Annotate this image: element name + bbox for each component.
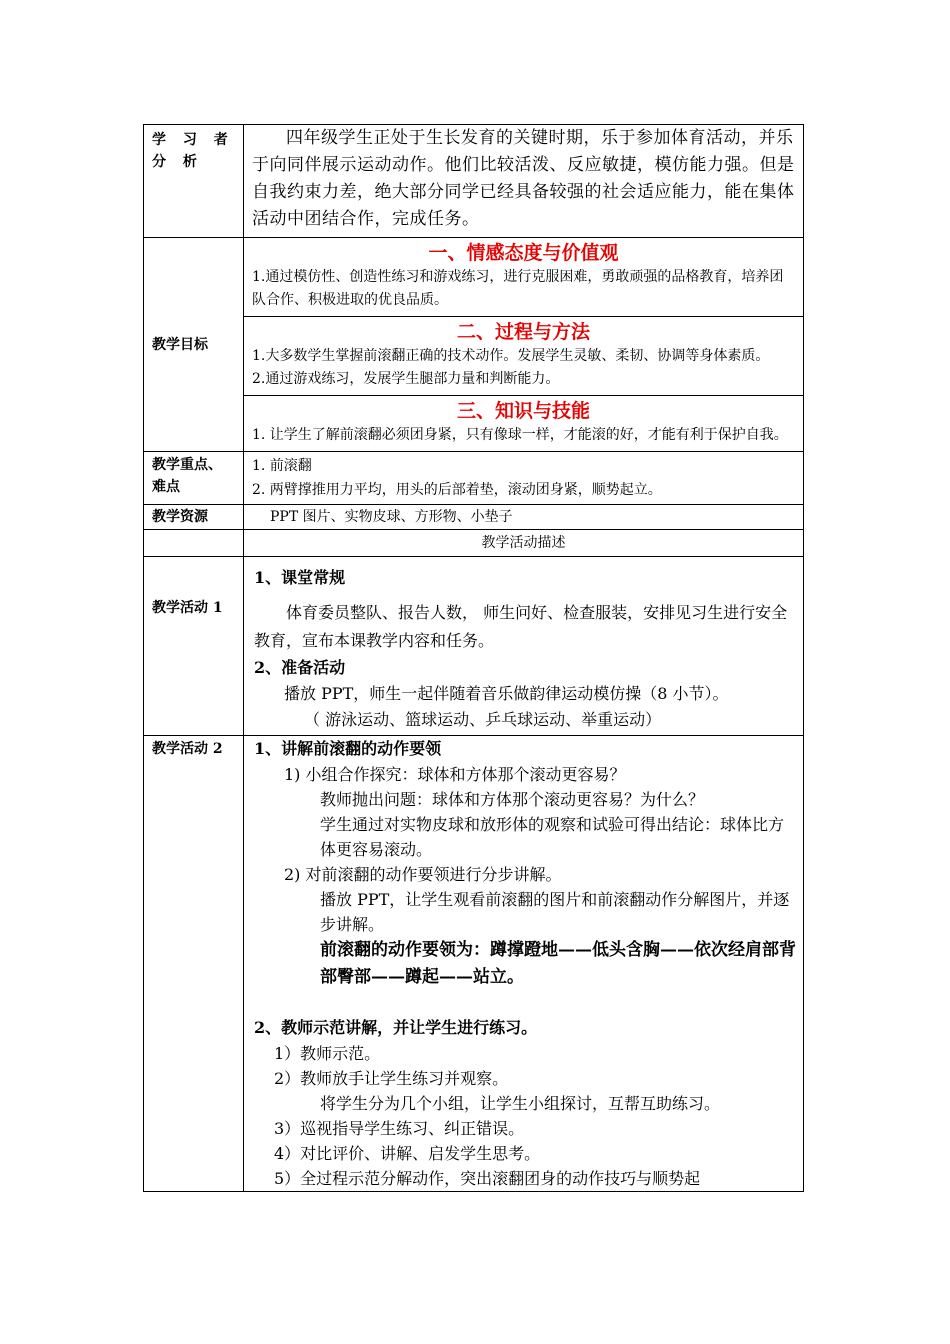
learner-analysis-text: 四年级学生正处于生长发育的关键时期，乐于参加体育活动，并乐于向同伴展示运动动作。他们比较活泼、反应敏捷，模仿能力强。但是自我约束力差，绝大部分同学已经具备较强的社会适应能力，能在集体活动中团结合作，完成任务。: [244, 125, 804, 238]
activity-step: 1）教师示范。: [274, 1044, 381, 1063]
key-point-line: 1. 前滚翻: [252, 458, 312, 474]
resources-text: PPT 图片、实物皮球、方形物、小垫子: [244, 505, 804, 530]
key-points-row: [144, 452, 804, 505]
learner-analysis-row: [144, 125, 804, 238]
activity-step: 2）教师放手让学生练习并观察。: [274, 1069, 509, 1088]
activity-heading: 2、准备活动: [254, 658, 346, 677]
activity-paragraph: 将学生分为几个小组，让学生小组探讨，互帮互助练习。: [320, 1094, 721, 1113]
resources-row: [144, 505, 804, 530]
goal-line: 1.通过模仿性、创造性练习和游戏练习，进行克服困难，勇敢顽强的品格教育，培养团队合作、积极进取的优良品质。: [252, 269, 784, 308]
teaching-goals-content: [244, 238, 804, 452]
activity-2-content: [244, 736, 804, 1192]
activity-paragraph: （ 游泳运动、篮球运动、乒乓球运动、举重运动）: [304, 710, 662, 729]
learner-analysis-label: 学 习 者 分 析: [144, 125, 244, 238]
goal-line: 2.通过游戏练习，发展学生腿部力量和判断能力。: [252, 371, 560, 387]
key-point-line: 2. 两臂撑推用力平均，用头的后部着垫，滚动团身紧，顺势起立。: [252, 482, 662, 498]
activity-paragraph: 学生通过对实物皮球和放形体的观察和试验可得出结论：球体比方体更容易滚动。: [320, 815, 785, 859]
activity-heading: 1、讲解前滚翻的动作要领: [254, 739, 442, 758]
goal-section-2: [244, 316, 803, 395]
goal-section-1: [244, 238, 803, 316]
activity-paragraph: 播放 PPT，让学生观看前滚翻的图片和前滚翻动作分解图片，并逐步讲解。: [320, 890, 790, 934]
activity-1-label: 教学活动 1: [144, 557, 244, 736]
activity-step: 4）对比评价、讲解、启发学生思考。: [274, 1144, 541, 1163]
activity-step: 2) 对前滚翻的动作要领进行分步讲解。: [284, 865, 562, 884]
goal-line: 1. 让学生了解前滚翻必须团身紧，只有像球一样，才能滚的好，才能有利于保护自我。: [252, 427, 788, 443]
activity-header-row: [144, 530, 804, 557]
activity-1-content: [244, 557, 804, 736]
goal-section-title: 一、情感态度与价值观: [428, 242, 619, 264]
lesson-plan-page: [143, 124, 803, 1192]
key-points-content: [244, 452, 804, 505]
activity-paragraph: 体育委员整队、报告人数， 师生问好、检查服装，安排见习生进行安全教育，宣布本课教学内容和任务。: [254, 603, 788, 650]
teaching-goals-label: 教学目标: [144, 238, 244, 452]
goal-line: 1.大多数学生掌握前滚翻正确的技术动作。发展学生灵敏、柔韧、协调等身体素质。: [252, 348, 770, 364]
activity-heading: 2、教师示范讲解，并让学生进行练习。: [254, 1018, 538, 1037]
activity-step: 5）全过程示范分解动作，突出滚翻团身的动作技巧与顺势起: [274, 1169, 701, 1188]
goal-section-title: 二、过程与方法: [456, 321, 590, 343]
activity-2-label: 教学活动 2: [144, 736, 244, 1192]
goal-section-3: [244, 395, 803, 451]
activity-step: 3）巡视指导学生练习、纠正错误。: [274, 1119, 525, 1138]
activity-key-sentence: 前滚翻的动作要领为：蹲撑蹬地——低头含胸——依次经肩部背部臀部——蹲起——站立。: [320, 940, 796, 987]
activity-1-row: [144, 557, 804, 736]
key-points-label: 教学重点、难点: [144, 452, 244, 505]
activity-2-row: [144, 736, 804, 1192]
activity-step: 1) 小组合作探究：球体和方体那个滚动更容易？: [284, 765, 626, 784]
activity-header: 教学活动描述: [244, 530, 804, 557]
lesson-plan-table: [143, 124, 804, 1192]
resources-label: 教学资源: [144, 505, 244, 530]
teaching-goals-row: [144, 238, 804, 452]
activity-paragraph: 教师抛出问题：球体和方体那个滚动更容易？为什么？: [320, 790, 705, 809]
activity-paragraph: 播放 PPT，师生一起伴随着音乐做韵律运动模仿操（8 小节）。: [284, 684, 729, 703]
goal-section-title: 三、知识与技能: [456, 400, 590, 422]
activity-heading: 1、课堂常规: [254, 568, 346, 587]
